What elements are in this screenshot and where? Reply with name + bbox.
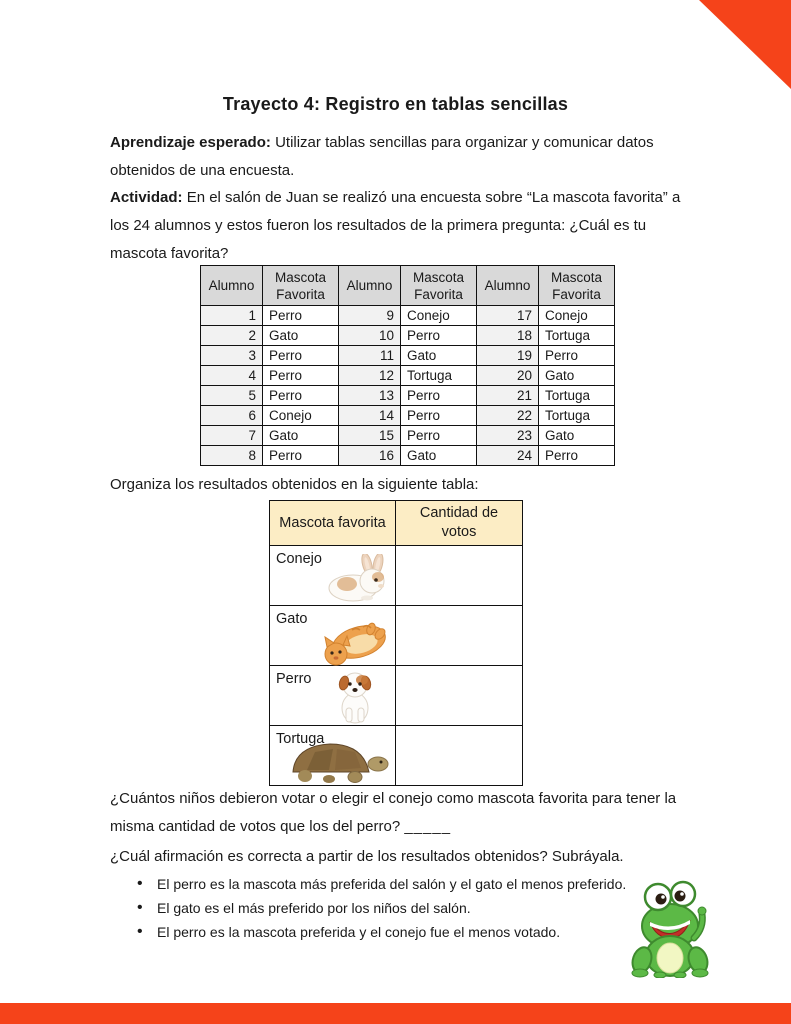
favorite-pet-cell: Perro	[263, 446, 339, 466]
favorite-pet-cell: Perro	[401, 326, 477, 346]
tally-pet-label: Perro	[276, 671, 312, 687]
page-title: Trayecto 4: Registro en tablas sencillas	[222, 94, 569, 114]
frog-mascot-image	[628, 880, 712, 983]
student-number-cell: 5	[201, 386, 263, 406]
cat-image	[319, 618, 389, 672]
survey-table-body	[201, 306, 615, 466]
favorite-pet-cell: Perro	[263, 386, 339, 406]
student-number-cell: 16	[339, 446, 401, 466]
tally-row-tortuga	[270, 726, 523, 786]
student-number-cell: 3	[201, 346, 263, 366]
answer-blank: _____	[404, 818, 452, 835]
favorite-pet-cell: Tortuga	[539, 326, 615, 346]
survey-header-student: Alumno	[339, 266, 401, 306]
favorite-pet-cell: Conejo	[401, 306, 477, 326]
student-number-cell: 11	[339, 346, 401, 366]
tally-pet-cell	[270, 726, 396, 786]
learning-expectation-text: Utilizar tablas sencillas para organizar y comunicar datos obtenidos de una encuesta.	[110, 134, 654, 179]
survey-header-row	[201, 266, 615, 306]
tally-header-row	[270, 501, 523, 546]
favorite-pet-cell: Perro	[401, 426, 477, 446]
favorite-pet-cell: Gato	[263, 426, 339, 446]
survey-header-student: Alumno	[201, 266, 263, 306]
statement-option: • El perro es la mascota más preferida del salón y el gato el menos preferido.	[135, 872, 675, 896]
student-number-cell: 24	[477, 446, 539, 466]
student-number-cell: 2	[201, 326, 263, 346]
question-1-text: ¿Cuántos niños debieron votar o elegir el conejo como mascota favorita para tener la misma cantidad de votos que los del perro?	[110, 790, 677, 835]
tally-table	[269, 500, 523, 786]
tally-votes-cell	[396, 546, 523, 606]
survey-row	[201, 346, 615, 366]
student-number-cell: 14	[339, 406, 401, 426]
favorite-pet-cell: Tortuga	[539, 386, 615, 406]
survey-header-pet: Mascota Favorita	[539, 266, 615, 306]
favorite-pet-cell: Gato	[401, 446, 477, 466]
tally-row-perro	[270, 666, 523, 726]
survey-row	[201, 366, 615, 386]
survey-header-pet: Mascota Favorita	[401, 266, 477, 306]
survey-header-pet: Mascota Favorita	[263, 266, 339, 306]
student-number-cell: 19	[477, 346, 539, 366]
student-number-cell: 1	[201, 306, 263, 326]
tally-row-conejo	[270, 546, 523, 606]
favorite-pet-cell: Gato	[263, 326, 339, 346]
activity-paragraph	[110, 184, 688, 268]
survey-row	[201, 426, 615, 446]
favorite-pet-cell: Gato	[401, 346, 477, 366]
tally-pet-label: Gato	[276, 611, 308, 627]
student-number-cell: 4	[201, 366, 263, 386]
survey-row	[201, 306, 615, 326]
student-number-cell: 10	[339, 326, 401, 346]
tally-pet-cell	[270, 666, 396, 726]
favorite-pet-cell: Gato	[539, 426, 615, 446]
organize-instruction: Organiza los resultados obtenidos en la siguiente tabla:	[110, 476, 479, 493]
favorite-pet-cell: Perro	[539, 446, 615, 466]
dog-image	[333, 670, 377, 728]
tally-header-pet: Mascota favorita	[270, 501, 396, 546]
corner-triangle-decoration	[699, 0, 791, 89]
favorite-pet-cell: Tortuga	[539, 406, 615, 426]
turtle-image	[285, 738, 391, 788]
survey-header-student: Alumno	[477, 266, 539, 306]
question-1	[110, 785, 688, 841]
favorite-pet-cell: Conejo	[263, 406, 339, 426]
student-number-cell: 6	[201, 406, 263, 426]
statement-options-list	[135, 872, 675, 944]
student-number-cell: 8	[201, 446, 263, 466]
favorite-pet-cell: Perro	[539, 346, 615, 366]
survey-results-table	[200, 265, 615, 466]
tally-votes-cell	[396, 666, 523, 726]
favorite-pet-cell: Perro	[263, 366, 339, 386]
survey-row	[201, 386, 615, 406]
favorite-pet-cell: Perro	[263, 346, 339, 366]
student-number-cell: 7	[201, 426, 263, 446]
statement-option: • El gato es el más preferido por los niños del salón.	[135, 896, 675, 920]
tally-pet-cell	[270, 546, 396, 606]
favorite-pet-cell: Conejo	[539, 306, 615, 326]
favorite-pet-cell: Perro	[401, 386, 477, 406]
statement-option: • El perro es la mascota preferida y el conejo fue el menos votado.	[135, 920, 675, 944]
student-number-cell: 20	[477, 366, 539, 386]
student-number-cell: 13	[339, 386, 401, 406]
favorite-pet-cell: Gato	[539, 366, 615, 386]
tally-row-gato	[270, 606, 523, 666]
tally-votes-cell	[396, 606, 523, 666]
student-number-cell: 23	[477, 426, 539, 446]
tally-pet-label: Conejo	[276, 551, 322, 567]
favorite-pet-cell: Perro	[401, 406, 477, 426]
rabbit-image	[327, 554, 393, 606]
activity-text: En el salón de Juan se realizó una encuesta sobre “La mascota favorita” a los 24 alumnos y estos fueron los resultados de la primera pregunta: ¿Cuál es tu mascota favorita?	[110, 189, 681, 262]
learning-expectation-paragraph	[110, 129, 688, 185]
student-number-cell: 22	[477, 406, 539, 426]
question-2: ¿Cuál afirmación es correcta a partir de los resultados obtenidos? Subráyala.	[110, 848, 624, 865]
learning-expectation-label: Aprendizaje esperado:	[110, 134, 271, 151]
student-number-cell: 17	[477, 306, 539, 326]
student-number-cell: 15	[339, 426, 401, 446]
survey-row	[201, 326, 615, 346]
tally-header-votes: Cantidad de votos	[396, 501, 523, 546]
student-number-cell: 18	[477, 326, 539, 346]
footer-bar-decoration	[0, 1003, 791, 1024]
tally-pet-cell	[270, 606, 396, 666]
tally-pet-label: Tortuga	[276, 731, 325, 747]
tally-votes-cell	[396, 726, 523, 786]
survey-row	[201, 406, 615, 426]
favorite-pet-cell: Tortuga	[401, 366, 477, 386]
student-number-cell: 12	[339, 366, 401, 386]
student-number-cell: 9	[339, 306, 401, 326]
activity-label: Actividad:	[110, 189, 183, 206]
student-number-cell: 21	[477, 386, 539, 406]
survey-row	[201, 446, 615, 466]
favorite-pet-cell: Perro	[263, 306, 339, 326]
